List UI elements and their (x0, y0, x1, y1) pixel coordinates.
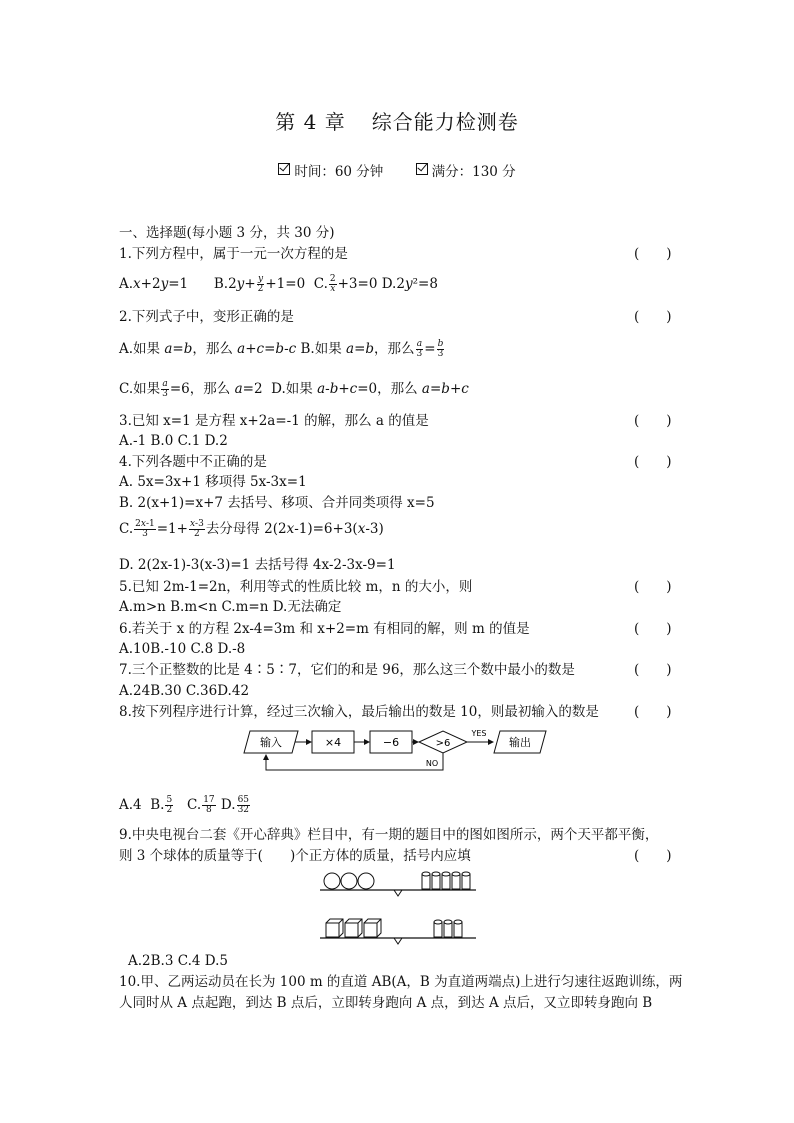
q6-stem: 6.若关于 x 的方程 2x-4=3m 和 x+2=m 有相同的解，则 m 的值是 (119, 621, 530, 637)
balance-scale-bottom (320, 919, 476, 944)
q8-options: A.4 B. $\frac{5}{2}$ C. $\frac{17}{8}$ D. $\frac{65}{32}$ (119, 795, 250, 815)
q5-options: A.m>n B.m<n C.m=n D.无法确定 (119, 599, 342, 615)
q4-stem: 4.下列各题中不正确的是 (119, 454, 267, 470)
sphere-shape (358, 873, 374, 889)
q5-answer-paren: ( ) (634, 579, 672, 595)
q7-options: A.24B.30 C.36D.42 (119, 683, 250, 699)
flow-yes-label: YES (471, 729, 487, 738)
q9-stem-line1: 9.中央电视台二套《开心辞典》栏目中，有一期的题目中的图如图所示，两个天平都平衡， (119, 827, 659, 843)
q4-option-a: A. 5x=3x+1 移项得 5x-3x=1 (119, 474, 307, 490)
q3-stem: 3.已知 x=1 是方程 x+2a=-1 的解，那么 a 的值是 (119, 413, 429, 429)
q10-stem-line2: 人同时从 A 点起跑，到达 B 点后，立即转身跑向 A 点，到达 A 点后，又立即转身跑向 B (119, 995, 653, 1011)
cylinder-group (434, 920, 462, 937)
balance-scales-figure (318, 864, 478, 950)
sphere-shape (341, 873, 357, 889)
score-info (416, 160, 516, 180)
chapter-label: 第 4 章 (275, 110, 346, 134)
q7-answer-paren: ( ) (634, 662, 672, 678)
page-title (0, 106, 794, 135)
q8-stem: 8.按下列程序进行计算，经过三次输入，最后输出的数是 10，则最初输入的数是 (119, 704, 599, 720)
q9-options: A.2B.3 C.4 D.5 (128, 953, 228, 969)
q6-options: A.10B.-10 C.8 D.-8 (119, 641, 246, 657)
q9-answer-paren: ( ) (634, 848, 672, 864)
flow-output-label: 输出 (509, 736, 531, 749)
q4-option-c: C. $\frac{2x-1}{3}$ =1+ $\frac{x-3}{2}$ 去分母得 2(2x-1)=6+3(x-3) (119, 519, 384, 539)
q1-options: A.x+2y=1 B.2y+ $\frac{y}{2}$ +1=0 C. $\frac{2}{x}$ +3=0 D.2y²=8 (119, 274, 438, 294)
q2-stem: 2.下列式子中，变形正确的是 (119, 309, 294, 325)
q4-option-b: B. 2(x+1)=x+7 去括号、移项、合并同类项得 x=5 (119, 495, 435, 511)
q1-answer-paren: ( ) (634, 246, 672, 262)
q6-answer-paren: ( ) (634, 621, 672, 637)
q4-answer-paren: ( ) (634, 454, 672, 470)
q7-stem: 7.三个正整数的比是 4∶5∶7，它们的和是 96，那么这三个数中最小的数是 (119, 662, 575, 678)
section-heading: 一、选择题(每小题 3 分，共 30 分) (119, 225, 335, 241)
flow-compare-label: >6 (435, 738, 451, 749)
title-name: 综合能力检测卷 (371, 110, 519, 134)
flow-loop-line (266, 753, 443, 770)
q3-options: A.-1 B.0 C.1 D.2 (119, 433, 228, 449)
flow-minus6-label: −6 (382, 736, 400, 749)
q2-answer-paren: ( ) (634, 309, 672, 325)
q4-option-d: D. 2(2x-1)-3(x-3)=1 去括号得 4x-2-3x-9=1 (119, 557, 396, 573)
q2-options-cd: C.如果 $\frac{a}{3}$ =6，那么 a=2 D.如果 a-b+c=0，那么 a=b+c (119, 379, 469, 399)
q3-answer-paren: ( ) (634, 413, 672, 429)
flow-input-label: 输入 (260, 736, 282, 749)
flow-no-label: NO (425, 759, 439, 768)
checkbox-icon (278, 163, 290, 175)
exam-meta (0, 160, 794, 180)
score-text: 满分：130 分 (431, 164, 516, 180)
q10-stem-line1: 10.甲、乙两运动员在长为 100 m 的直道 AB(A，B 为直道两端点)上进行匀速往返跑训练，两 (119, 974, 683, 990)
sphere-shape (324, 873, 340, 889)
q2-options-ab: A.如果 a=b，那么 a+c=b-c B.如果 a=b，那么 $\frac{a}{3}$ = $\frac{b}{3}$ (119, 339, 444, 359)
time-info (278, 160, 383, 180)
cylinder-group (422, 872, 470, 889)
program-flowchart (240, 724, 550, 776)
q5-stem: 5.已知 2m-1=2n，利用等式的性质比较 m，n 的大小，则 (119, 579, 473, 595)
time-text: 时间：60 分钟 (294, 164, 384, 180)
q1-stem: 1.下列方程中，属于一元一次方程的是 (119, 246, 348, 262)
q8-answer-paren: ( ) (634, 704, 672, 720)
q9-stem-line2: 则 3 个球体的质量等于( )个正方体的质量，括号内应填 (119, 848, 471, 864)
balance-scale-top (320, 872, 476, 896)
cube-group (326, 919, 381, 937)
flow-times4-label: ×4 (324, 736, 342, 749)
checkbox-icon (416, 163, 428, 175)
